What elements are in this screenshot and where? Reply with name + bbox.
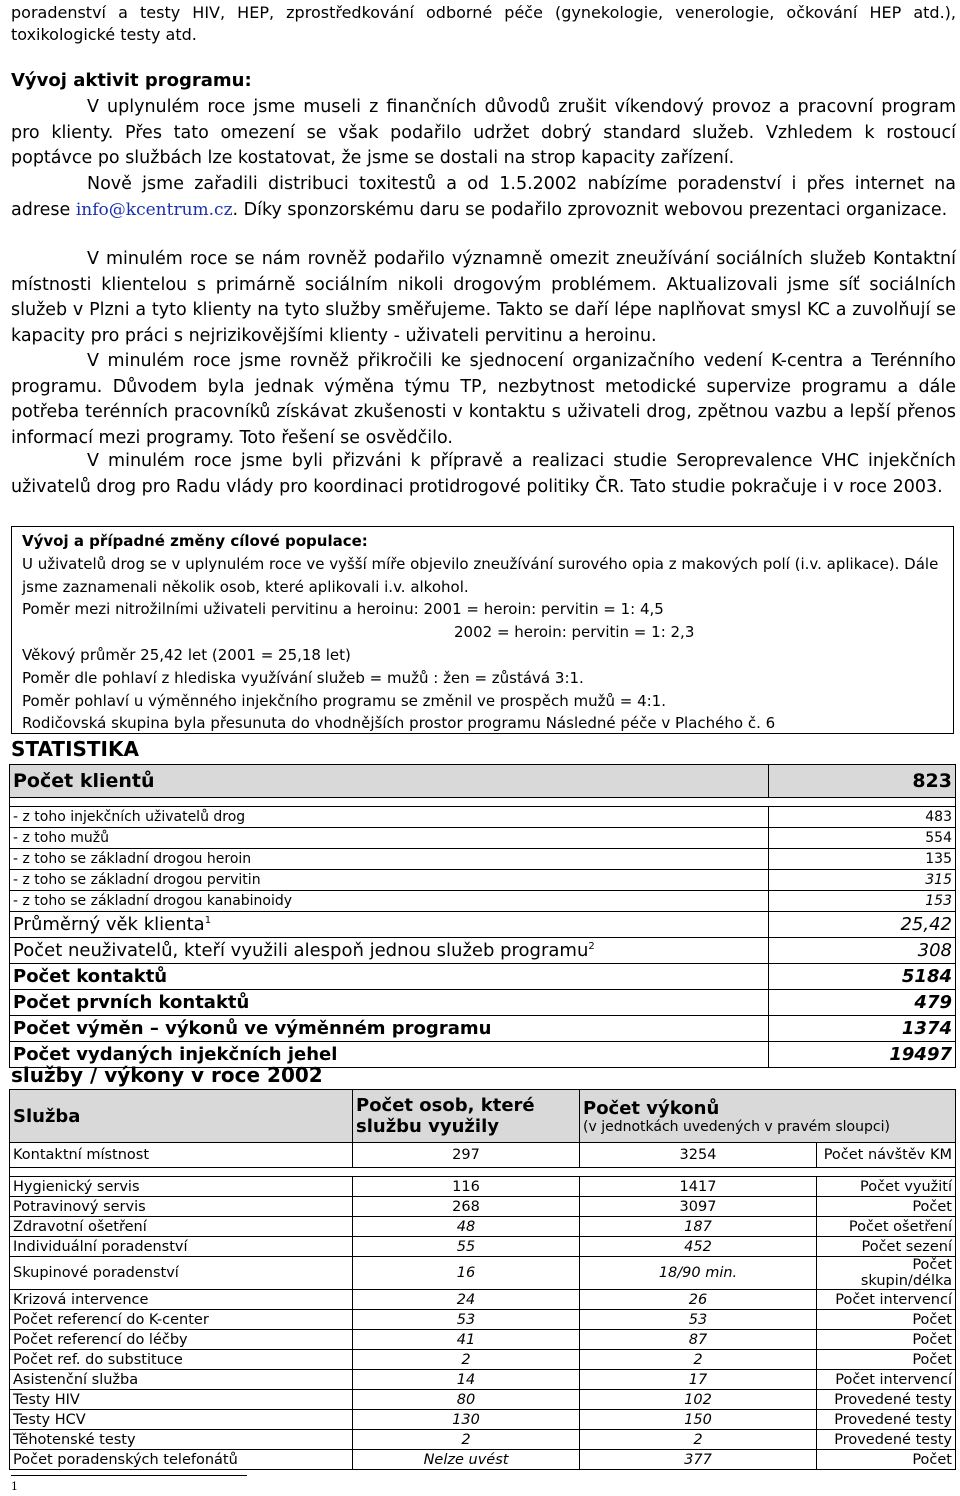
footnote-number: 1 bbox=[11, 1480, 18, 1493]
table-row: Počet vydaných injekčních jehel 19497 bbox=[10, 1042, 956, 1068]
paragraph-2: Nově jsme zařadili distribuci toxitestů a od 1.5.2002 nabízíme poradenství i přes internet na adrese info@kcentrum.cz. Díky sponzorskému daru se podařilo zprovoznit webovou prezentaci organizace. bbox=[11, 174, 956, 220]
box-line: Poměr mezi nitrožilními uživateli pervitinu a heroinu: 2001 = heroin: pervitin = 1: 4,5 bbox=[22, 600, 664, 619]
statistics-title: STATISTIKA bbox=[11, 737, 139, 761]
footnote-divider bbox=[11, 1475, 247, 1476]
table-row: - z toho mužů 554 bbox=[10, 828, 956, 849]
table-row: - z toho se základní drogou kanabinoidy 153 bbox=[10, 891, 956, 912]
box-line: U uživatelů drog se v uplynulém roce ve vyšší míře objevilo zneužívání surového opia z makových polí (i.v. aplikace). Dále jsme zaznamenali několik osob, které aplikovali i.v. alkohol. bbox=[22, 554, 939, 596]
table-row: Počet výměn – výkonů ve výměnném programu 1374 bbox=[10, 1016, 956, 1042]
table-row: Krizová intervence 24 26 Počet intervencí bbox=[10, 1290, 956, 1310]
table-row: - z toho se základní drogou pervitin 315 bbox=[10, 870, 956, 891]
table-row: - z toho injekčních uživatelů drog 483 bbox=[10, 807, 956, 828]
table-row: Testy HIV 80 102 Provedené testy bbox=[10, 1390, 956, 1410]
services-title: služby / výkony v roce 2002 bbox=[11, 1063, 323, 1087]
table-header-row: Služba Počet osob, které službu využily Počet výkonů (v jednotkách uvedených v pravém sloupci) bbox=[10, 1090, 956, 1143]
table-row: Hygienický servis 116 1417 Počet využití bbox=[10, 1177, 956, 1197]
population-changes-box bbox=[11, 526, 954, 734]
table-row: Asistenční služba 14 17 Počet intervencí bbox=[10, 1370, 956, 1390]
table-row: Zdravotní ošetření 48 187 Počet ošetření bbox=[10, 1217, 956, 1237]
box-heading: Vývoj a případné změny cílové populace: bbox=[22, 532, 368, 550]
box-line: Poměr pohlaví u výměnného injekčního programu se změnil ve prospěch mužů = 4:1. bbox=[22, 691, 666, 710]
table-row: Počet referencí do K-center 53 53 Počet bbox=[10, 1310, 956, 1330]
paragraph-4: V minulém roce jsme rovněž přikročili ke sjednocení organizačního vedení K-centra a Terénního programu. Důvodem byla jednak výměna týmu TP, nezbytnost metodické supervize programu a dále potřeba terénních pracovníků získávat zkušenosti v kontaktu s uživateli drog, zpětnou vazbu a lepší přenos informací mezi programy. Toto řešení se osvědčilo. bbox=[11, 351, 956, 448]
box-line: Věkový průměr 25,42 let (2001 = 25,18 let) bbox=[22, 645, 351, 664]
table-row: Počet neuživatelů, kteří využili alespoň jednou služeb programu$^2$ 308 bbox=[10, 938, 956, 964]
table-row: Potravinový servis 268 3097 Počet bbox=[10, 1197, 956, 1217]
table-row: Počet kontaktů 5184 bbox=[10, 964, 956, 990]
statistics-table bbox=[9, 764, 956, 1068]
paragraph-3: V minulém roce se nám rovněž podařilo významně omezit zneužívání sociálních služeb Kontaktní místnosti klientelou s primárně sociálním nikoli drogovým problémem. Aktualizovali jsme síť sociálních služeb v Plzni a tyto klienty na tyto služby směřujeme. Takto se daří lépe naplňovat smysl KC a zuvolňují se kapacity pro práci s nejrizikovějšími klienty - uživateli pervitinu a heroinu. bbox=[11, 249, 956, 346]
services-table bbox=[9, 1089, 956, 1470]
table-row: Počet prvních kontaktů 479 bbox=[10, 990, 956, 1016]
table-row: Počet klientů 823 bbox=[10, 765, 956, 798]
table-row: Průměrný věk klienta$^1$ 25,42 bbox=[10, 912, 956, 938]
section-heading: Vývoj aktivit programu: bbox=[11, 70, 252, 91]
box-line: Poměr dle pohlaví z hlediska využívání služeb = mužů : žen = zůstává 3:1. bbox=[22, 668, 584, 687]
table-row: Kontaktní místnost 297 3254 Počet návštěv KM bbox=[10, 1143, 956, 1168]
box-line: 2002 = heroin: pervitin = 1: 2,3 bbox=[454, 623, 695, 642]
email-link[interactable]: info@kcentrum.cz bbox=[75, 199, 233, 220]
table-row: - z toho se základní drogou heroin 135 bbox=[10, 849, 956, 870]
table-row: Testy HCV 130 150 Provedené testy bbox=[10, 1410, 956, 1430]
paragraph-5: V minulém roce jsme byli přizváni k přípravě a realizaci studie Seroprevalence VHC injekčních uživatelů drog pro Radu vlády pro koordinaci protidrogové politiky ČR. Tato studie pokračuje i v roce 2003. bbox=[11, 451, 956, 497]
box-line: Rodičovská skupina byla přesunuta do vhodnějších prostor programu Následné péče v Plachého č. 6 bbox=[22, 714, 776, 733]
table-row: Skupinové poradenství 16 18/90 min. Počet skupin/délka bbox=[10, 1257, 956, 1290]
paragraph-1: V uplynulém roce jsme museli z finančních důvodů zrušit víkendový provoz a pracovní program pro klienty. Přes tato omezení se však podařilo udržet dobrý standard služeb. Vzhledem k rostoucí poptávce po službách lze kostatovat, že jsme se dostali na strop kapacity zařízení. bbox=[11, 97, 956, 169]
table-row: Počet referencí do léčby 41 87 Počet bbox=[10, 1330, 956, 1350]
table-row: Počet poradenských telefonátů Nelze uvést 377 Počet bbox=[10, 1450, 956, 1470]
table-row: Těhotenské testy 2 2 Provedené testy bbox=[10, 1430, 956, 1450]
intro-text: poradenství a testy HIV, HEP, zprostředkování odborné péče (gynekologie, venerologie, očkování HEP atd.), toxikologické testy atd. bbox=[11, 3, 956, 44]
table-row: Individuální poradenství 55 452 Počet sezení bbox=[10, 1237, 956, 1257]
table-row: Počet ref. do substituce 2 2 Počet bbox=[10, 1350, 956, 1370]
table-row bbox=[10, 798, 956, 807]
